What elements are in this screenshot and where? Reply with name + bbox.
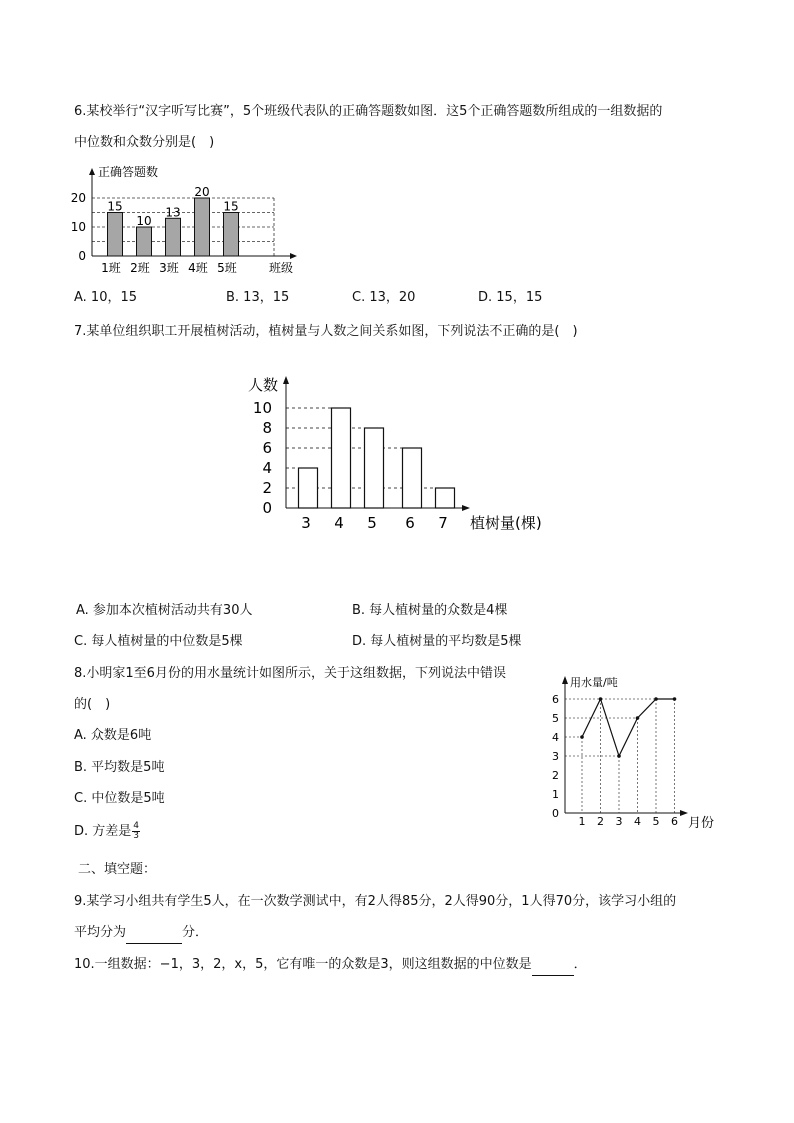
q6-option-c[interactable]: C. 13，20 — [352, 290, 416, 305]
q8-series-line — [582, 699, 675, 756]
q10-text — [74, 955, 587, 976]
q9-answer-blank[interactable] — [126, 923, 182, 944]
q6-text-line1: 6.某校举行“汉字听写比赛”，5个班级代表队的正确答题数如图．这5个正确答题数所组成的一组数据的 — [74, 104, 663, 119]
q8-x-arrow — [680, 810, 688, 816]
q8-data-point — [654, 697, 658, 701]
q10-prefix: 10.一组数据：−1，3，2，x，5，它有唯一的众数是3，则这组数据的中位数是 — [74, 957, 532, 972]
q6-bar — [224, 213, 239, 257]
q7-x-tick-label: 7 — [438, 514, 448, 532]
q7-bar — [332, 408, 351, 508]
q6-bar — [137, 227, 152, 256]
q8-y-tick-label: 5 — [552, 712, 559, 725]
section-heading: 二、填空题： — [78, 862, 157, 877]
q8-data-point — [599, 697, 603, 701]
q8-y-tick-label: 1 — [552, 788, 559, 801]
q8-x-tick-label: 3 — [615, 815, 623, 828]
q7-option-d[interactable]: D. 每人植树量的平均数是5棵 — [352, 634, 522, 649]
q6-x-tick-label: 2班 — [130, 261, 150, 275]
q9-line2-prefix: 平均分为 — [74, 925, 127, 940]
q6-bar-chart — [64, 160, 314, 280]
q7-x-tick-label: 4 — [334, 514, 344, 532]
q8-text-line2: 的( ) — [74, 697, 111, 712]
q6-x-arrow — [290, 253, 297, 259]
q6-text-line2: 中位数和众数分别是( ) — [74, 135, 215, 150]
q6-bar — [166, 218, 181, 256]
q9-text-line1: 9.某学习小组共有学生5人，在一次数学测试中，有2人得85分，2人得90分，1人得70分，该学习小组的 — [74, 894, 677, 909]
q7-text-line1: 7.某单位组织职工开展植树活动，植树量与人数之间关系如图，下列说法不正确的是( ) — [74, 324, 578, 339]
q8-y-arrow — [562, 676, 568, 684]
q7-bar-chart — [240, 368, 560, 538]
q6-option-d[interactable]: D. 15，15 — [478, 290, 543, 305]
q6-x-tick-label: 1班 — [101, 261, 121, 275]
q7-y-tick-label: 10 — [252, 399, 272, 417]
q6-y-tick-label: 20 — [70, 191, 86, 205]
q6-bar — [108, 213, 123, 257]
q8-x-tick-label: 4 — [634, 815, 641, 828]
q6-option-a[interactable]: A. 10，15 — [74, 290, 138, 305]
q8-x-axis-label: 月份 — [688, 816, 715, 831]
q6-bar — [195, 198, 210, 256]
q7-y-tick-label: 0 — [262, 499, 272, 517]
q8-x-tick-label: 2 — [597, 815, 604, 828]
q6-x-tick-label: 3班 — [159, 261, 179, 275]
q7-option-a[interactable]: A. 参加本次植树活动共有30人 — [76, 603, 253, 618]
q8-y-tick-label: 2 — [552, 769, 559, 782]
q6-y-arrow — [89, 168, 95, 175]
q8-data-point — [636, 716, 640, 720]
q7-y-tick-label: 4 — [262, 459, 272, 477]
q7-option-c[interactable]: C. 每人植树量的中位数是5棵 — [74, 634, 243, 649]
q8-line-chart — [540, 670, 730, 836]
q9-line2-suffix: 分． — [182, 925, 209, 940]
q7-y-tick-label: 8 — [262, 419, 272, 437]
q10-suffix: ． — [573, 957, 587, 972]
fraction-numerator: 4 — [133, 821, 140, 831]
q6-x-tick-label: 5班 — [217, 261, 237, 275]
q8-y-tick-label: 0 — [552, 807, 559, 820]
q6-y-tick-label: 10 — [70, 220, 86, 234]
q7-bar — [436, 488, 455, 508]
q7-y-tick-label: 6 — [262, 439, 272, 457]
q8-y-tick-label: 3 — [552, 750, 559, 763]
q7-option-b[interactable]: B. 每人植树量的众数是4棵 — [352, 603, 508, 618]
q6-data-label: 15 — [107, 199, 123, 214]
q8-y-tick-label: 6 — [552, 693, 559, 706]
q6-data-label: 15 — [223, 199, 239, 214]
q8-y-axis-label: 用水量/吨 — [570, 676, 618, 689]
q7-x-axis-label: 植树量(棵) — [470, 514, 542, 532]
q6-x-tick-label: 4班 — [188, 261, 208, 275]
q6-data-label: 20 — [194, 185, 210, 199]
q7-x-tick-label: 6 — [405, 514, 415, 532]
q8-x-tick-label: 1 — [578, 815, 586, 828]
fraction — [132, 822, 140, 841]
q7-x-arrow — [462, 505, 470, 511]
q8-data-point — [673, 697, 677, 701]
q7-y-axis-label: 人数 — [248, 376, 279, 394]
q7-x-tick-label: 3 — [301, 514, 311, 532]
q8-data-point — [617, 754, 621, 758]
q6-data-label: 10 — [136, 214, 152, 228]
q9-text-line2 — [74, 923, 208, 944]
q8-y-tick-label: 4 — [552, 731, 559, 744]
q6-y-tick-label: 0 — [78, 249, 86, 263]
fraction-denominator: 3 — [133, 831, 140, 841]
q7-bar — [299, 468, 318, 508]
q7-bar — [403, 448, 422, 508]
q8-option-b[interactable]: B. 平均数是5吨 — [74, 760, 165, 775]
q6-option-b[interactable]: B. 13，15 — [226, 290, 290, 305]
q6-y-axis-label: 正确答题数 — [98, 165, 159, 179]
q8-x-tick-label: 5 — [652, 815, 660, 828]
q8-data-point — [580, 735, 584, 739]
q6-data-label: 13 — [165, 205, 181, 220]
q7-y-arrow — [283, 376, 289, 384]
q8-option-a[interactable]: A. 众数是6吨 — [74, 728, 152, 743]
q7-y-tick-label: 2 — [262, 479, 272, 497]
q10-answer-blank[interactable] — [532, 955, 574, 976]
q8-x-tick-label: 6 — [671, 815, 678, 828]
q8-option-c[interactable]: C. 中位数是5吨 — [74, 791, 165, 806]
q8-text-line1: 8.小明家1至6月份的用水量统计如图所示，关于这组数据，下列说法中错误 — [74, 666, 506, 681]
q8-option-d[interactable] — [74, 822, 140, 842]
q7-bar — [365, 428, 384, 508]
q7-x-tick-label: 5 — [367, 514, 377, 532]
q8-option-d-label: D. 方差是 — [74, 824, 132, 839]
q6-x-axis-label: 班级 — [269, 261, 294, 275]
